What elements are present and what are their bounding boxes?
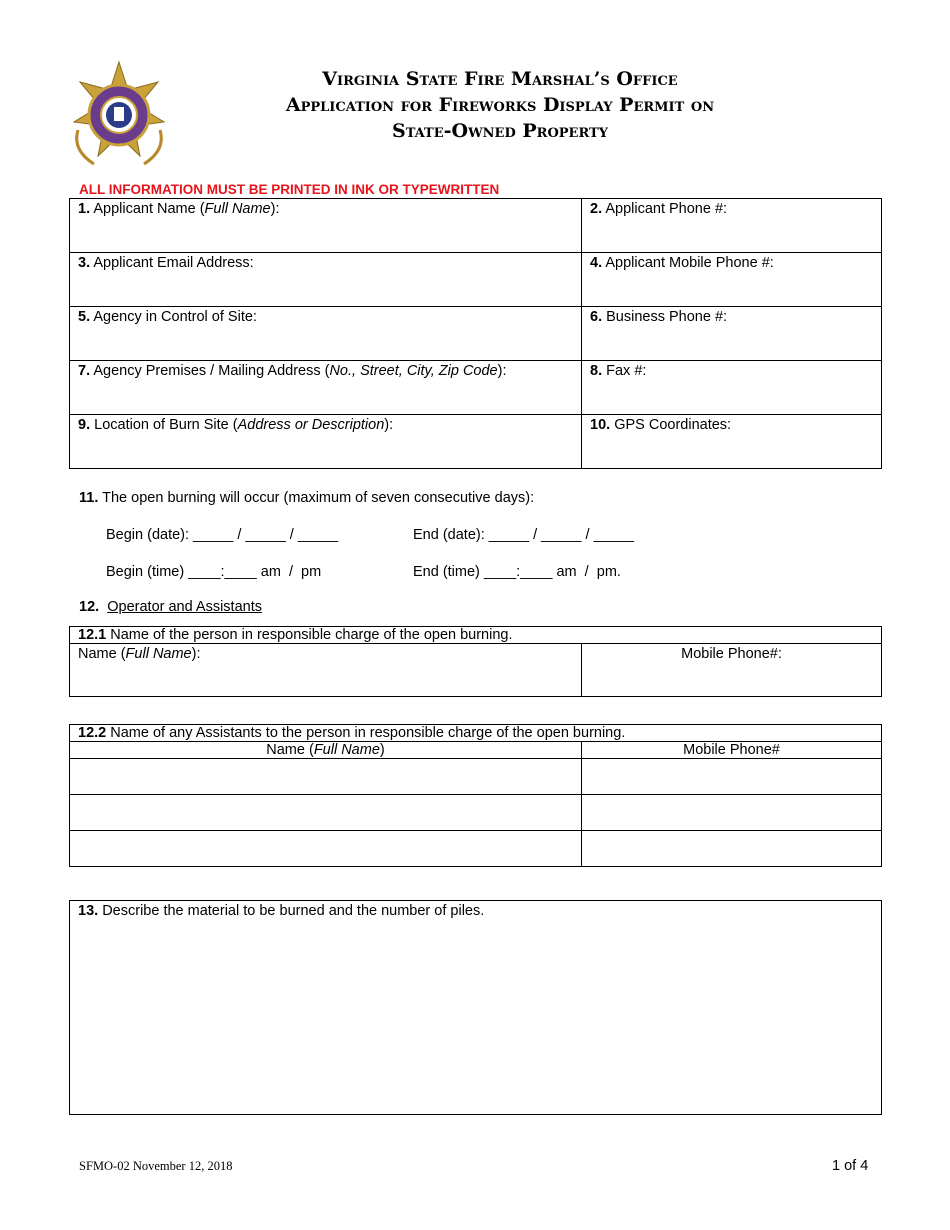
field-agency-control[interactable]: 5. Agency in Control of Site:	[70, 307, 582, 361]
fire-marshal-seal-logo	[64, 60, 174, 170]
assistant-phone-input[interactable]	[582, 795, 882, 831]
begin-time-field[interactable]: Begin (time) ____:____ am / pm	[106, 564, 322, 580]
field-gps-coordinates[interactable]: 10. GPS Coordinates:	[582, 415, 882, 469]
assistant-name-input[interactable]	[70, 795, 582, 831]
title-line-1: Virginia State Fire Marshal’s Office	[322, 68, 678, 90]
table-row	[70, 795, 882, 831]
operator-name-field[interactable]: Name (Full Name):	[70, 644, 582, 697]
table-row	[70, 759, 882, 795]
end-time-field[interactable]: End (time) ____:____ am / pm.	[413, 564, 621, 580]
material-description-field[interactable]: 13. Describe the material to be burned and the number of piles.	[70, 901, 882, 1115]
document-title	[200, 66, 800, 144]
title-line-2: Application for Fireworks Display Permit on	[285, 94, 715, 116]
field-business-phone[interactable]: 6. Business Phone #:	[582, 307, 882, 361]
section-12-1-heading: 12.1 Name of the person in responsible charge of the open burning.	[70, 627, 882, 644]
field-burn-site-location[interactable]: 9. Location of Burn Site (Address or Description):	[70, 415, 582, 469]
operator-mobile-field[interactable]: Mobile Phone#:	[582, 644, 882, 697]
assistant-phone-input[interactable]	[582, 759, 882, 795]
assistant-name-header: Name (Full Name)	[70, 742, 582, 759]
field-applicant-phone[interactable]: 2. Applicant Phone #:	[582, 199, 882, 253]
question-12: 12. Operator and Assistants	[79, 599, 262, 615]
begin-date-field[interactable]: Begin (date): _____ / _____ / _____	[106, 527, 339, 543]
form-id: SFMO-02 November 12, 2018	[79, 1159, 233, 1173]
assistant-name-input[interactable]	[70, 831, 582, 867]
field-agency-address[interactable]: 7. Agency Premises / Mailing Address (No., Street, City, Zip Code):	[70, 361, 582, 415]
end-date-field[interactable]: End (date): _____ / _____ / _____	[413, 527, 634, 543]
table-row	[70, 831, 882, 867]
assistants-table	[69, 724, 882, 867]
field-fax[interactable]: 8. Fax #:	[582, 361, 882, 415]
section-12-2-heading: 12.2 Name of any Assistants to the person in responsible charge of the open burning.	[70, 725, 882, 742]
assistant-phone-header: Mobile Phone#	[582, 742, 882, 759]
title-line-3: State-Owned Property	[392, 120, 608, 142]
field-applicant-name[interactable]: 1. Applicant Name (Full Name):	[70, 199, 582, 253]
assistant-name-input[interactable]	[70, 759, 582, 795]
ink-notice: ALL INFORMATION MUST BE PRINTED IN INK OR TYPEWRITTEN	[79, 182, 500, 197]
page-number: 1 of 4	[832, 1158, 869, 1174]
applicant-info-table	[69, 198, 882, 469]
material-description-table	[69, 900, 882, 1115]
assistant-phone-input[interactable]	[582, 831, 882, 867]
question-11: 11. The open burning will occur (maximum of seven consecutive days):	[79, 490, 535, 506]
field-applicant-mobile[interactable]: 4. Applicant Mobile Phone #:	[582, 253, 882, 307]
operator-table	[69, 626, 882, 697]
field-applicant-email[interactable]: 3. Applicant Email Address:	[70, 253, 582, 307]
